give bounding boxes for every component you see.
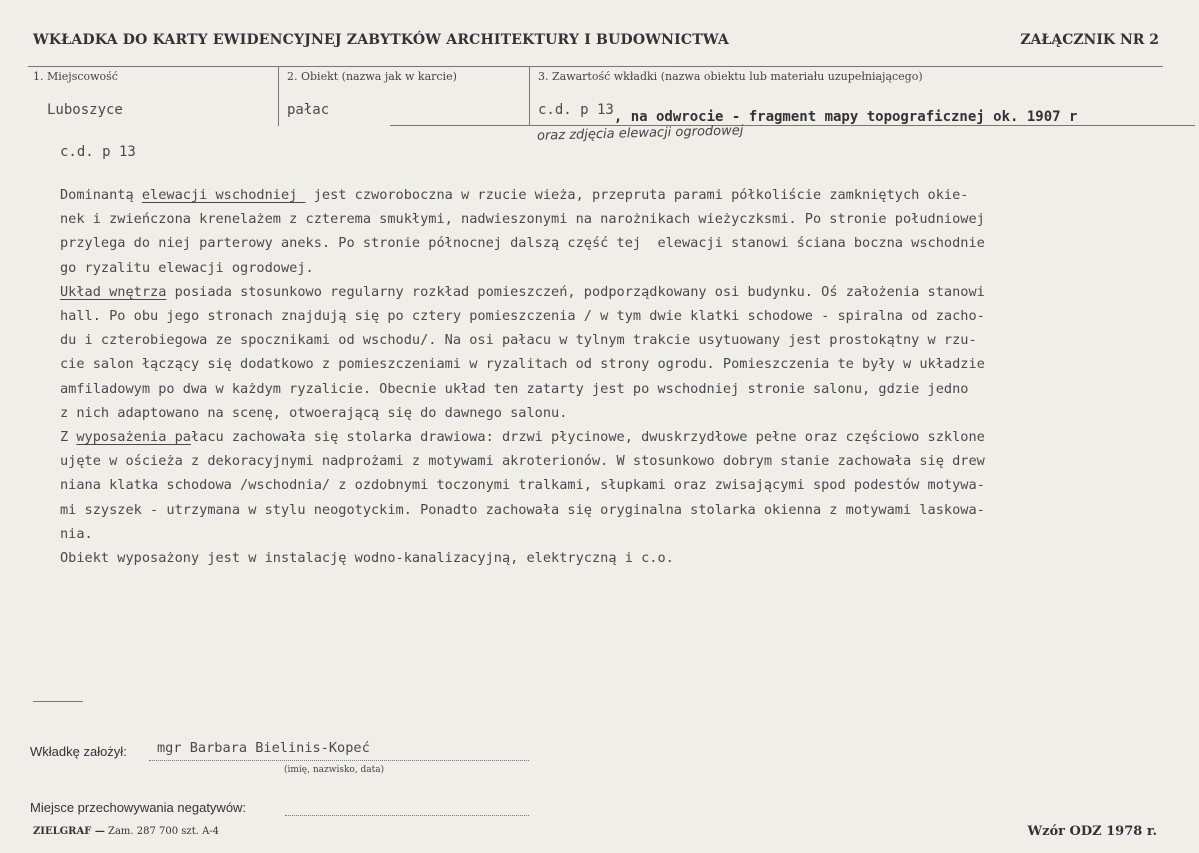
underlined-phrase: elewacji wschodniej [141,187,306,203]
text-line [60,377,1194,401]
place-value: Luboszyce [47,102,123,118]
object-value: pałac [287,102,330,118]
text-segment: z nich adaptowano na scenę, otwoerającą się do dawnego salonu. [60,404,568,421]
underlined-phrase: wyposażenia pa [76,429,191,446]
text-line [60,522,1194,546]
printer-order: Zam. 287 700 szt. A-4 [104,826,220,837]
form-title: WKŁADKA DO KARTY EWIDENCYJNEJ ZABYTKÓW ARCHITEKTURY I BUDOWNICTWA [33,32,729,48]
underlined-phrase: Układ wnętrza [60,283,167,300]
printer-note [33,826,219,837]
content-value [538,102,1078,125]
text-line [60,207,1194,231]
column-divider-2 [529,66,530,126]
text-line [60,304,1194,328]
text-segment: go ryzalitu elewacji ogrodowej. [60,259,314,276]
header-rule-bottom [390,125,1195,126]
author-value: mgr Barbara Bielinis-Kopeć [157,740,370,756]
text-line [60,425,1194,449]
text-line [60,183,1194,207]
text-segment: ujęte w ościeża z dekoracyjnymi nadprożami z motywami akroterionów. W stosunkowo dobrym stanie zachowała się drew [60,453,985,470]
text-line [60,352,1194,376]
text-line [60,401,1194,425]
content-value-page: c.d. p 13 [538,102,614,118]
text-segment: Z [60,429,77,446]
text-line [60,473,1194,497]
text-segment: niana klatka schodowa /wschodnia/ z ozdobnymi toczonymi tralkami, słupkami oraz zwisającymi spod podestów motywa- [60,477,985,494]
text-segment: hall. Po obu jego stronach znajdują się po cztery pomieszczenia / w tym dwie klatki schodowe - spiralna od zacho- [60,308,985,325]
text-segment: nia. [60,525,93,542]
text-line [60,231,1194,255]
author-label: Wkładkę założył: [30,744,127,759]
printer-name: ZIELGRAF — [33,826,105,837]
header-rule-top [28,66,1163,67]
text-line [60,449,1194,473]
text-segment: mi szyszek - utrzymana w stylu neogotyckim. Ponadto zachowała się oryginalna stolarka okienna z motywami laskowa- [60,501,985,518]
continuation-note: c.d. p 13 [60,144,136,160]
column-divider-1 [278,66,279,126]
text-segment: cie salon łączący się dodatkowo z pomieszczeniami w ryzalitach od strony ogrodu. Pomieszczenia te były w układzie [60,356,985,373]
footer-rule-short [33,701,83,702]
annex-label: ZAŁĄCZNIK NR 2 [1020,32,1159,48]
text-line [60,546,1194,570]
author-hint: (imię, nazwisko, data) [284,765,385,775]
handwritten-note: oraz zdjęcia elewacji ogrodowej [536,123,744,144]
text-segment: łacu zachowała się stolarka drawiowa: drzwi płycinowe, dwuskrzydłowe pełne oraz częściowo szklone [190,429,985,446]
text-segment: jest czworoboczna w rzucie wieża, przepruta parami półkoliście zamkniętych okie- [305,187,969,203]
content-value-map: , na odwrocie - fragment mapy topograficznej ok. 1907 r [613,109,1078,125]
text-line [60,256,1194,280]
text-line [60,280,1194,304]
column-label-content: 3. Zawartość wkładki (nazwa obiektu lub materiału uzupełniającego) [538,70,923,83]
text-line [60,498,1194,522]
text-segment: posiada stosunkowo regularny rozkład pomieszczeń, podporządkowany osi budynku. Oś założenia stanowi [166,283,985,300]
text-segment: Dominantą [60,187,142,203]
text-segment: przylega do niej parterowy aneks. Po stronie północnej dalszą część tej elewacji stanowi ściana boczna wschodnie [60,235,985,252]
text-segment: nek i zwieńczona krenelażem z czterema smukłymi, nadwieszonymi na narożnikach wieżyczksmi. Po stronie południowej [60,211,985,228]
column-label-object: 2. Obiekt (nazwa jak w karcie) [287,70,457,83]
column-label-place: 1. Miejscowość [33,70,118,83]
storage-label: Miejsce przechowywania negatywów: [30,800,247,815]
text-segment: amfiladowym po dwa w każdym ryzalicie. Obecnie układ ten zatarty jest po wschodniej stronie salonu, gdzie jedno [60,380,969,397]
text-segment: du i czterobiegowa ze spocznikami od wschodu/. Na osi pałacu w tylnym trakcie usytuowany jest prostokątny w rzu- [60,332,977,349]
author-dotline [149,760,529,761]
form-code: Wzór ODZ 1978 r. [1027,824,1157,839]
text-segment: Obiekt wyposażony jest w instalację wodno-kanalizacyjną, elektryczną i c.o. [60,550,674,567]
storage-dotline [285,815,529,816]
text-line [60,328,1194,352]
body-text [60,183,1194,570]
